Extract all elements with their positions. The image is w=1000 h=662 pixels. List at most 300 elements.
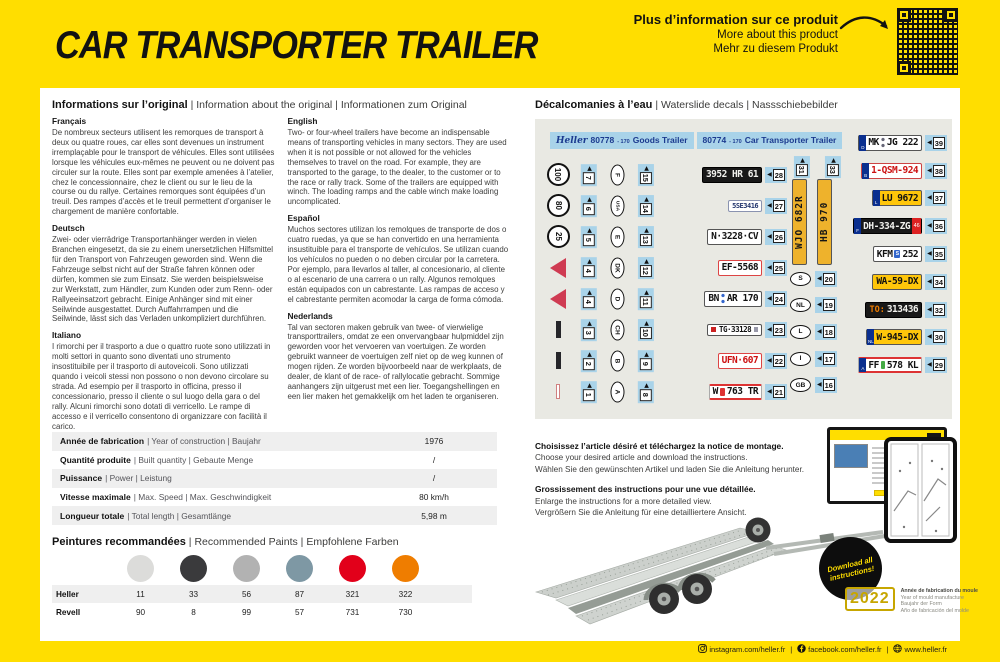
arrow-icon: ◀ [767,357,772,364]
more-info-de: Mehr zu diesem Produkt [713,43,838,55]
arrow-icon: ◀ [829,158,836,163]
decals-section-heading [535,99,838,111]
language-name: Italiano [52,330,82,341]
decal-row [853,212,947,240]
country-oval-decal: A [611,381,625,402]
country-oval-decal: I [790,352,811,366]
footer-links [698,644,947,655]
language-paragraph [52,330,275,430]
arrow-icon: ◀ [586,258,592,264]
plate-text: WA-59-DX [876,276,919,288]
plate-text: DH-334-ZG [863,220,911,232]
decal-number: 31 [796,165,806,174]
arrow-icon: ◀ [586,320,592,326]
euro-strip: L [873,190,880,206]
plate-seal-icon [721,293,725,304]
footer-link-text: www.heller.fr [904,645,947,654]
arrow-icon: ◀ [767,295,772,302]
decal-row [790,266,854,292]
paint-swatch [286,555,313,582]
decal-number-chip [638,226,654,248]
decal-number-chip [581,350,597,372]
decal-number-chip [925,218,947,234]
decal-number: 3 [583,326,595,338]
plate-text: N·3228·CV [711,231,759,242]
decal-number-chip [815,271,837,287]
decal-row [791,159,854,175]
arrow-icon: ◀ [586,351,592,357]
language-name: English [287,116,318,126]
footer-link-text: instagram.com/heller.fr [709,645,786,654]
arrow-icon: ◀ [767,326,772,333]
language-paragraph [288,213,511,304]
decal-ref2-number: 80774 [702,135,727,145]
arrow-icon: ◀ [586,227,592,233]
euro-strip: D [859,135,866,151]
footer-separator: | [886,645,889,654]
footer-link[interactable] [797,644,881,655]
decal-row [661,159,787,190]
decal-row [853,157,947,185]
decal-number: 33 [827,165,837,174]
instr-p1-de: Wählen Sie den gewünschten Artikel und laden Sie die Anleitung herunter. [535,464,805,474]
arrow-icon: ◀ [927,362,932,369]
language-paragraph [288,116,511,207]
footer-link[interactable] [698,644,785,655]
language-text: Zwei- oder vierrädrige Transportanhänger werden in vielen Branchen eingesetzt, da sie zu einem unersetzlichen Hilfsmittel für den Transport von Fahrzeugen geworden sind. Wenn die Fahrzeuge selbst nicht auf der Straße fahren können oder dürfen, kommen sie zum Einsatz. Sie werden beispielsweise zur Werkstatt, zum Händler, zum Kunden oder zum Renn- oder Rallyeeinsatzort gebracht. Einige Anhänger sind mit einer Seilwinde ausgestattet. Durch Auffahrrampen und die Seilwinde, lässt sich das Verladen unkompliziert durchführen. [52,235,274,324]
info-heading-fr: Informations sur l’original [52,99,188,111]
specs-table [52,432,497,525]
arrow-icon: ◀ [642,258,649,264]
decal-left-grid [540,159,659,407]
qr-code [897,8,958,75]
info-text-columns [52,116,510,430]
decal-row [661,376,787,407]
decal-row [853,296,947,324]
decal-number-chip [765,291,787,307]
spacer [535,475,835,484]
info-heading-translations: | Information about the original | Informationen zum Original [187,99,467,111]
plate-text: BN [708,293,719,304]
language-paragraph [288,311,511,402]
spec-label-translations: | Built quantity | Gebaute Menge [133,454,254,465]
license-plate-decal [865,302,922,318]
euro-strip: A [859,358,866,372]
more-info-block [634,12,838,55]
paint-revell-row [52,603,472,621]
decal-ref1-number: 80778 [590,135,615,145]
decal-number-chip [638,319,654,341]
paint-swatch-cell [326,555,379,582]
decal-number-chip [581,195,597,217]
arrow-icon: ◀ [642,196,649,202]
license-plate-decal [861,163,922,179]
country-oval-decal: D [611,288,625,309]
speed-value: 25 [553,232,563,241]
spec-label-fr: Longueur totale [60,510,125,521]
license-plate-decal [709,384,763,400]
spec-label-translations: | Max. Speed | Max. Geschwindigkeit [133,492,272,503]
decal-number: 20 [824,274,833,284]
license-plate-decal [704,291,762,307]
footer-separator: | [790,645,793,654]
arrow-icon: ◀ [927,306,932,313]
plate-text: MK [868,137,879,149]
decal-number: 29 [934,361,943,371]
decal-number: 19 [824,301,833,311]
globe-icon [893,644,902,655]
decal-number: 39 [934,138,943,148]
paint-swatch-cell [114,555,167,582]
decal-number: 23 [774,325,783,335]
decal-right-column [853,129,947,379]
decal-number-chip [765,384,787,400]
decal-number-chip [638,288,654,310]
country-oval-decal: E [611,226,625,247]
decal-row [790,372,854,398]
arrow-icon: ◀ [927,167,932,174]
paint-code-heller: 321 [345,589,360,599]
license-plate-decal [853,218,922,234]
plate-text: 252 [902,248,919,260]
plate-text: AR 170 [726,293,759,304]
decal-row [853,185,947,213]
decal-number: 12 [640,266,650,275]
plate-text: 3952 HR 61 [705,169,759,180]
decal-ref1-scale: - 170 [617,139,630,145]
decal-ref-1 [550,132,694,149]
decal-number: 4 [583,295,595,307]
curved-arrow-icon [839,13,893,37]
paint-code-revell: 731 [345,607,360,617]
decal-number-chip [765,353,787,369]
spec-label-fr: Quantité produite [60,454,131,465]
license-plate-decal [872,190,923,206]
decal-number: 22 [774,356,783,366]
arrow-icon: ◀ [643,351,649,357]
paint-code-heller: 11 [136,589,145,599]
spec-row [52,469,497,488]
small-plate-decal [556,321,561,338]
plate-text: W [712,386,718,397]
decal-number-chip [581,226,597,248]
spec-row [52,488,497,507]
plate-text: TG·33128 [719,325,752,334]
decal-row [790,293,854,319]
badge-label: Download all instructions! [825,554,875,583]
mould-year-captions [901,587,1000,614]
plate-seal-icon [881,137,885,148]
decal-number-chip [581,381,597,403]
small-plate-decal [556,384,560,399]
arrow-icon: ◀ [817,355,822,362]
decal-number: 36 [934,222,943,232]
paint-code-heller: 322 [398,589,413,599]
paint-swatch-cell [379,555,432,582]
spec-value: / [432,473,436,484]
arrow-icon: ◀ [767,171,772,178]
decal-number-chip [925,274,947,290]
qr-finder-icon [944,8,958,22]
country-oval-decal: B [611,350,625,371]
paint-code-heller: 33 [188,589,199,599]
decal-number: 24 [774,294,783,304]
boxart-thumbnail [834,444,868,468]
language-text: Muchos sectores utilizan los remolques de transporte de dos o cuatro ruedas, ya que se han convertido en una herramienta insustituible para el transporte de vehículos. Se utilizan cuando los vehículos no pueden o no deben circular por la carretera. Por ejemplo, para llevarlos al taller, al concesionario, al cliente o al escenario de una carrera o un rally. Algunos remolques están equipados con un cabrestante. Las rampas de acceso y el cabrestante permiten acomodar la carga de forma cómoda. [287,225,509,304]
decal-ref-2 [697,132,843,149]
footer-link[interactable] [893,644,947,655]
warning-triangle-decal [550,258,566,278]
paint-swatch [339,555,366,582]
license-plate-decal [872,274,922,290]
paint-code-revell: 90 [135,607,146,617]
decal-row [853,129,947,157]
spec-row [52,432,497,451]
arrow-icon: ◀ [586,165,592,171]
decal-number-chip [581,257,597,279]
plate-text: 1-QSM-924 [871,165,919,177]
arrow-icon: ◀ [817,382,822,389]
euro-strip: B [862,163,869,179]
more-info-en: More about this product [717,29,838,41]
instr-p2-de: Vergrößern Sie die Anleitung für eine detailliertere Ansicht. [535,508,747,518]
decal-number-chip [925,329,947,345]
arrow-icon: ◀ [586,196,592,202]
mould-caption-line: Baujahr der Form [900,601,942,608]
decal-number-chip [638,195,654,217]
decal-number: 28 [774,170,783,180]
arrow-icon: ◀ [817,302,822,309]
plate-seal-icon [720,388,725,396]
plate-text: 578 KL [886,359,919,371]
decal-row [661,314,787,345]
paints-section-heading [52,536,399,548]
decal-number-chip [925,135,947,151]
plate-text: LU 9672 [881,192,919,204]
decal-ref1-name: Goods Trailer [632,135,688,145]
decal-number-chip [925,190,947,206]
license-plate-decal [718,353,763,369]
arrow-icon: ◀ [817,328,822,335]
decal-number-chip [638,350,654,372]
arrow-icon: ◀ [767,264,772,271]
decal-number: 15 [640,173,650,182]
arrow-icon: ◀ [767,233,772,240]
plate-suffix: 46 [912,218,921,234]
country-oval-decal: F [611,164,625,185]
spec-label [60,492,379,502]
warning-triangle-decal [550,289,566,309]
paint-code-revell: 8 [191,607,196,617]
paint-swatch [127,555,154,582]
decal-number-chip [794,156,810,178]
facebook-icon [797,644,806,655]
decal-row [853,324,947,352]
decal-number-chip [815,297,837,313]
license-plate-decal [707,229,762,245]
spec-value: 1976 [424,436,444,447]
decal-number: 27 [774,201,783,211]
instr-p2-fr: Grossissement des instructions pour une vue détaillée. [535,484,756,495]
spec-label-translations: | Total length | Gesamtlänge [127,510,232,521]
decal-number-chip [815,351,837,367]
spec-value: / [432,454,436,465]
license-plate-decal [858,357,922,373]
footer-link-text: facebook.com/heller.fr [808,645,882,654]
decal-number: 35 [934,250,943,260]
decal-number-chip [765,260,787,276]
language-text: Two- or four-wheel trailers have become an indispensable means of transporting vehicles in many sectors. They are used when it is not possible or not allowed for the vehicles themselves to travel on the road. For example, they are transported to the garage, to the dealer, to the customer or to the race or rally track. Some of the trailers are equipped with winch. The loading ramps and the cable winch make loading uncomplicated. [287,128,507,207]
license-plate-decal [707,324,762,336]
qr-finder-icon [897,61,911,75]
spec-label-fr: Année de fabrication [60,436,145,447]
spec-value: 5,98 m [421,510,447,521]
decal-row [792,179,854,265]
decal-number: 32 [934,305,943,315]
arrow-icon: ◀ [767,202,772,209]
decal-row [661,283,787,314]
mould-year-block [845,587,1000,614]
page-title: CAR TRANSPORTER TRAILER [55,24,538,67]
decal-number-chip [925,302,947,318]
decal-row [853,268,947,296]
plate-seal-icon: S [895,251,900,258]
decal-number-chip [638,257,654,279]
arrow-icon: ◀ [642,227,649,233]
decal-number: 11 [640,295,652,307]
speed-sign-decal [547,163,570,186]
info-column-1 [52,116,275,430]
paint-swatch-cell [273,555,326,582]
language-name: Français [52,116,87,126]
license-plate-decal: WJO 682R [792,179,807,265]
speed-value: 80 [553,201,563,210]
paint-heller-row [52,585,472,603]
country-oval-decal: NL [790,298,811,312]
decal-number: 1 [583,388,595,400]
license-plate-decal: HB 970 [817,179,832,265]
arrow-icon: ◀ [642,165,649,171]
arrow-icon: ◀ [798,158,805,163]
small-plate-decal [556,352,561,369]
decal-number-chip [925,357,947,373]
decal-number: 26 [774,232,783,242]
country-oval-decal: DK [611,257,625,278]
decal-number: 30 [934,333,943,343]
decals-heading-translations: | Waterslide decals | Nassschiebebilder [652,99,838,111]
decal-number: 16 [824,381,833,391]
decal-row [790,319,854,345]
spec-row [52,451,497,470]
spec-label [60,455,379,465]
euro-strip: F [854,218,861,234]
language-text: Tal van sectoren maken gebruik van twee- of vierwielige transporttrailers, omdat ze een onvervangbaar hulpmiddel zijn geworden voor het vervoeren van voertuigen. Ze worden gebruikt wanneer de voertuigen zelf niet op de weg kunnen of mogen rijden. Ze worden bijvoorbeeld naar de werkplaats, de dealer, de klant of de race- of rallylocatie gebracht. Sommige aanhangers zijn uitgerust met een lier. Toegangshellingen en een lier maken het gemakkelijk om het laden te organiseren. [287,322,504,401]
paint-swatch [180,555,207,582]
decal-vertical-zone [790,159,854,398]
decal-number: 18 [824,327,833,337]
decal-mid-column [661,159,787,407]
paints-heading-fr: Peintures recommandées [52,536,186,548]
decal-number: 2 [583,357,595,369]
speed-sign-decal [547,225,570,248]
arrow-icon: ◀ [927,139,932,146]
paint-swatch-cell [167,555,220,582]
paint-swatch-cell [220,555,273,582]
country-oval-decal: USA [611,195,625,216]
speed-sign-decal [547,194,570,217]
license-plate-decal [702,167,762,183]
country-oval-decal: GB [790,378,811,392]
paints-table [52,551,472,621]
mould-caption-line: Year of mould manufacture [900,594,964,601]
arrow-icon: ◀ [643,289,649,295]
decal-ref2-scale: - 170 [729,139,742,145]
more-info-fr: Plus d’information sur ce produit [633,12,838,27]
euro-strip: NL [867,329,874,345]
decal-number-chip [765,167,787,183]
instagram-icon [698,644,707,655]
decal-number-chip [638,381,654,403]
decal-number-chip [765,229,787,245]
country-oval-decal: S [790,272,811,286]
decal-number-chip [638,164,654,186]
decal-sheet [535,119,952,419]
decal-row [661,221,787,252]
decal-number: 13 [640,235,650,244]
decal-row [661,190,787,221]
plate-text: KFM [876,248,893,260]
decal-row [661,252,787,283]
arrow-icon: ◀ [927,278,932,285]
paint-swatch [233,555,260,582]
decal-number: 6 [583,202,595,214]
instr-p2-en: Enlarge the instructions for a more detailed view. [535,496,712,506]
language-name: Deutsch [52,223,85,234]
decal-ref2-name: Car Transporter Trailer [744,135,837,145]
mould-caption-line: Année de fabrication du moule [900,588,978,594]
arrow-icon: ◀ [767,388,772,395]
paint-swatch-row [52,551,472,585]
language-text: De nombreux secteurs utilisent les remorques de transport à deux ou quatre roues, car elles sont devenues un instrument irremplaçable pour le transport de véhicules. Elles sont utilisées lorsque les véhicules eux-mêmes ne peuvent ou ne doivent pas circuler sur la route. Elles sont par exemple amenées à l’atelier, chez le concessionnaire, chez le client ou sur le lieu de la course ou du rallye. Certaines remorques sont équipées d’un treuil. Des rampes d’accès et le treuil permettent d’organiser le chargement de manière confortable. [52,128,275,217]
spec-label-translations: | Year of construction | Baujahr [147,436,261,447]
spec-label-fr: Vitesse maximale [60,492,131,503]
decal-row [790,346,854,372]
plate-text: UFN·607 [721,355,759,366]
paint-brand-revell: Revell [56,607,81,617]
decal-number: 25 [774,263,783,273]
spec-label [60,436,379,446]
instructions-diagram [888,441,953,539]
arrow-icon: ◀ [586,289,592,295]
decal-row [853,240,947,268]
country-oval-decal: L [790,325,811,339]
plate-text: W-945-DX [876,331,919,343]
country-oval-decal: CH [611,319,625,340]
decal-number-chip [581,319,597,341]
info-column-2 [288,116,511,430]
arrow-icon: ◀ [817,275,822,282]
arrow-icon: ◀ [586,382,592,388]
paint-brand-heller: Heller [56,589,79,599]
plate-text: FF [868,359,879,371]
decal-number: 21 [774,387,783,397]
plate-text: 313436 [886,304,919,316]
decal-number: 14 [640,204,650,213]
spec-label-fr: Puissance [60,473,103,484]
decals-heading-fr: Décalcomanies à l’eau [535,99,653,111]
decal-number-chip [815,377,837,393]
arrow-icon: ◀ [927,195,932,202]
